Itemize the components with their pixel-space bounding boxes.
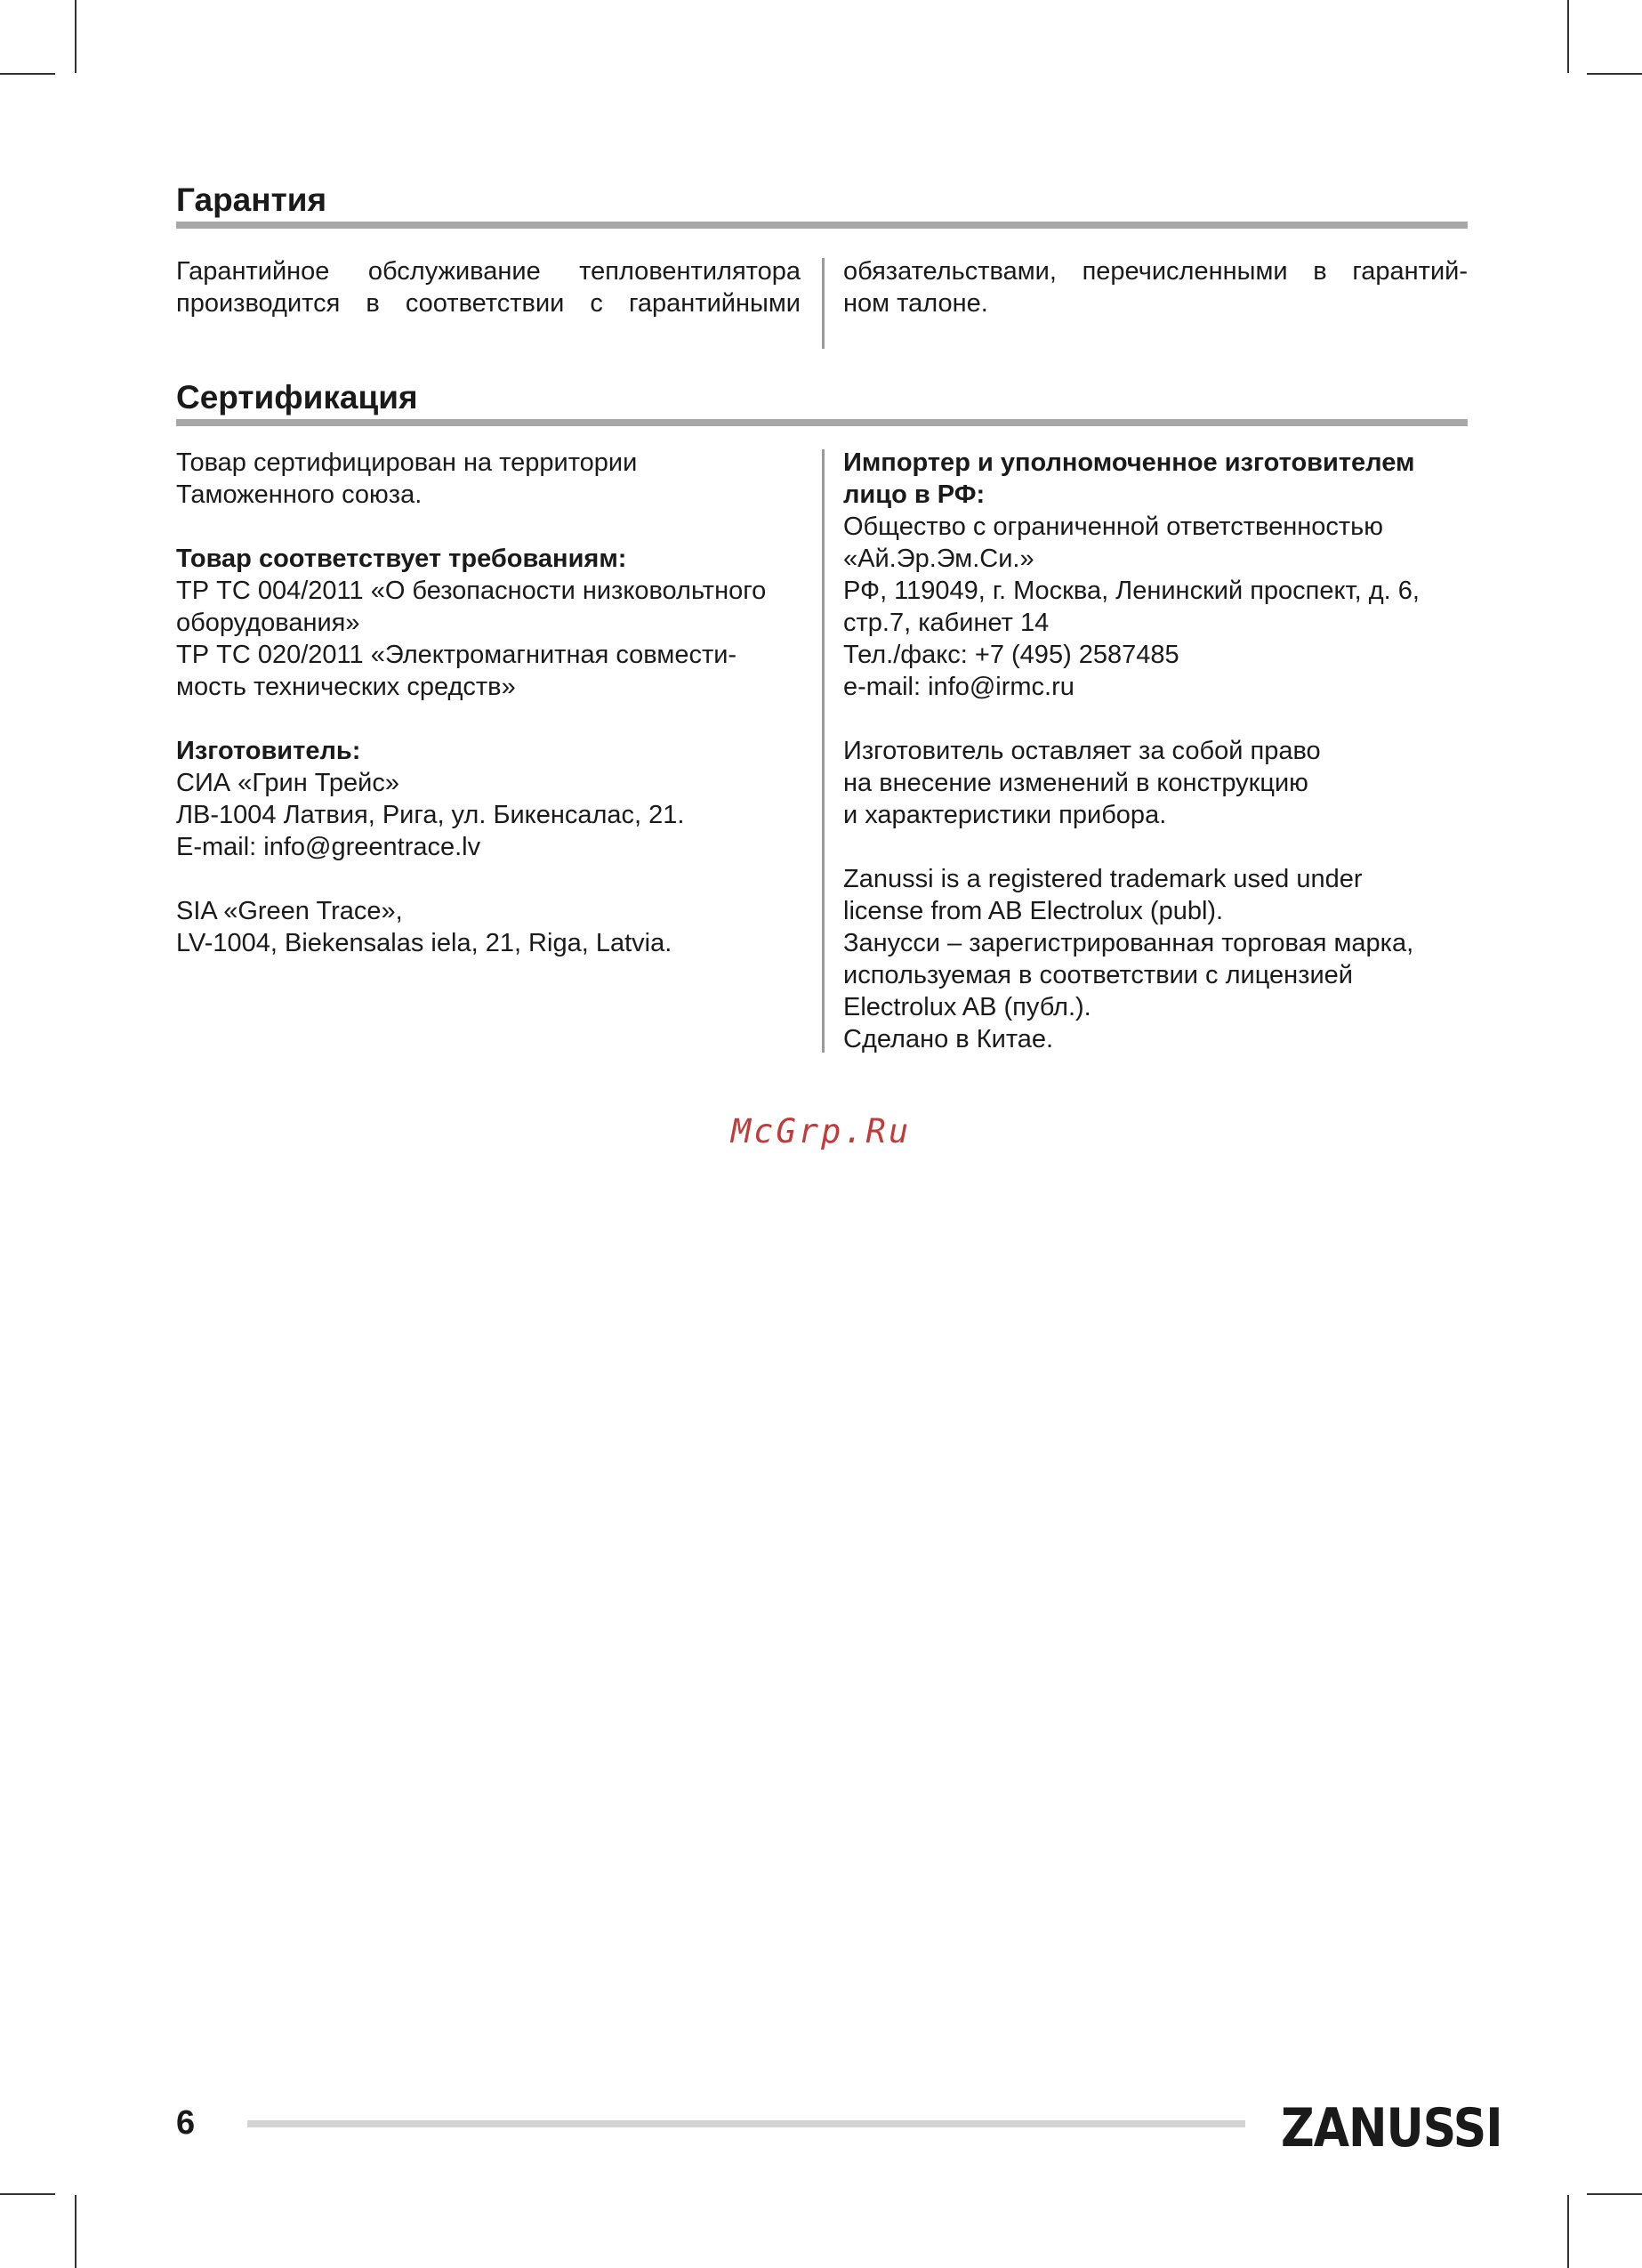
importer-line: Общество с ограниченной ответственностью — [843, 513, 1384, 541]
manufacturer-en-line: LV-1004, Biekensalas iela, 21, Riga, Latvia. — [176, 929, 672, 957]
trademark-line: Занусси – зарегистрированная торговая марка, — [843, 929, 1414, 957]
page-number: 6 — [176, 2104, 196, 2142]
warranty-left-column — [176, 255, 801, 319]
requirement-line: оборудования» — [176, 609, 360, 637]
column-divider — [822, 449, 825, 1053]
warranty-text-line: Гарантийное обслуживание тепловентилятора — [176, 257, 801, 286]
footer-rule — [247, 2120, 1245, 2127]
warranty-right-column — [843, 255, 1468, 319]
cert-intro-line: Таможенного союза. — [176, 480, 423, 509]
manufacturer-en-line: SIA «Green Trace», — [176, 897, 403, 925]
certification-left-column — [176, 447, 817, 959]
crop-mark — [1567, 0, 1569, 73]
certification-rule — [176, 419, 1468, 426]
importer-email: e-mail: info@irmc.ru — [843, 673, 1075, 701]
crop-mark — [1567, 2195, 1569, 2268]
crop-mark — [1587, 73, 1642, 75]
made-in-line: Сделано в Китае. — [843, 1025, 1054, 1053]
trademark-line: Electrolux AB (публ.). — [843, 993, 1091, 1021]
importer-heading: Импортер и уполномоченное изготовителем — [843, 448, 1415, 477]
trademark-line: license from AB Electrolux (publ). — [843, 897, 1224, 925]
manufacturer-line: СИА «Грин Трейс» — [176, 769, 399, 797]
requirements-heading: Товар соответствует требованиям: — [176, 545, 627, 573]
trademark-line: используемая в соответствии с лицензией — [843, 961, 1353, 989]
changes-line: Изготовитель оставляет за собой право — [843, 737, 1321, 765]
watermark: McGrp.Ru — [730, 1112, 912, 1150]
requirement-line: ТР ТС 004/2011 «О безопасности низковольтного — [176, 577, 767, 605]
warranty-rule — [176, 222, 1468, 229]
warranty-title: Гарантия — [176, 182, 327, 218]
changes-line: и характеристики прибора. — [843, 801, 1167, 829]
importer-phone: Тел./факс: +7 (495) 2587485 — [843, 641, 1179, 669]
importer-line: стр.7, кабинет 14 — [843, 609, 1050, 637]
crop-mark — [75, 2195, 76, 2268]
importer-heading: лицо в РФ: — [843, 480, 986, 509]
cert-intro-line: Товар сертифицирован на территории — [176, 448, 638, 477]
crop-mark — [0, 2193, 55, 2195]
warranty-text-line: обязательствами, перечисленными в гарантий- — [843, 257, 1468, 286]
column-divider — [822, 258, 825, 349]
importer-line: «Ай.Эр.Эм.Си.» — [843, 545, 1034, 573]
manufacturer-heading: Изготовитель: — [176, 737, 361, 765]
trademark-line: Zanussi is a registered trademark used under — [843, 865, 1363, 893]
warranty-text-line: производится в соответствии с гарантийными — [176, 289, 801, 318]
requirement-line: мость технических средств» — [176, 673, 516, 701]
requirement-line: ТР ТС 020/2011 «Электромагнитная совмести- — [176, 641, 737, 669]
certification-title: Сертификация — [176, 379, 418, 416]
certification-right-column — [843, 447, 1468, 1055]
warranty-text-line: ном талоне. — [843, 289, 988, 318]
crop-mark — [75, 0, 76, 73]
crop-mark — [0, 73, 55, 75]
crop-mark — [1587, 2193, 1642, 2195]
changes-line: на внесение изменений в конструкцию — [843, 769, 1308, 797]
manufacturer-line: ЛВ-1004 Латвия, Рига, ул. Бикенсалас, 21. — [176, 801, 685, 829]
zanussi-logo: ZANUSSI — [1281, 2097, 1502, 2159]
manufacturer-email: E-mail: info@greentrace.lv — [176, 833, 481, 861]
importer-line: РФ, 119049, г. Москва, Ленинский проспект, д. 6, — [843, 577, 1420, 605]
